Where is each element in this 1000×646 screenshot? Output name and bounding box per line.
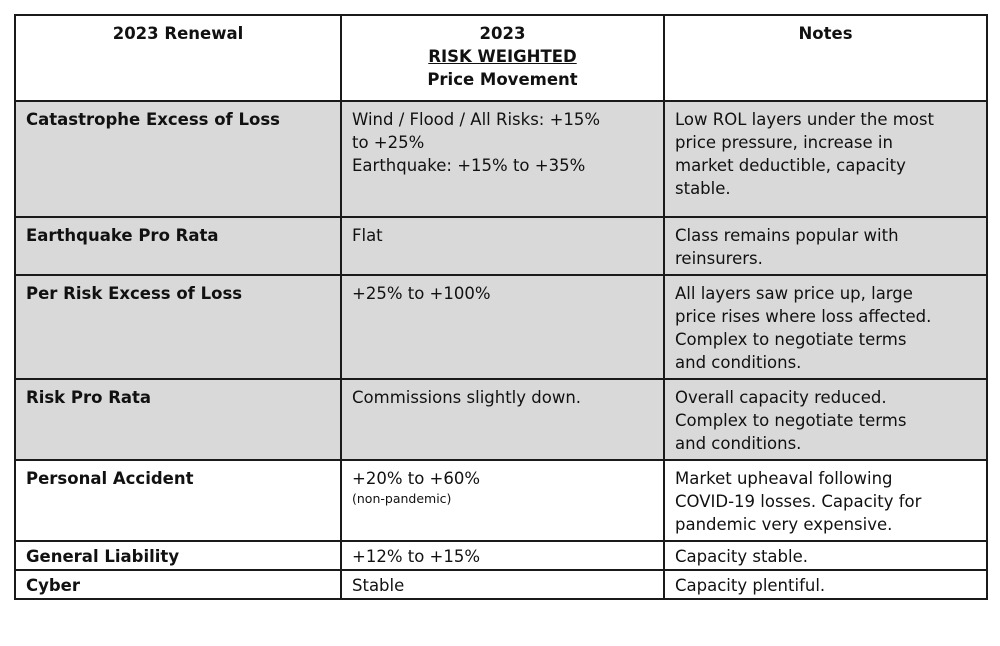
row-notes bbox=[664, 379, 987, 460]
movement-line: Stable bbox=[352, 576, 405, 595]
row-category: Risk Pro Rata bbox=[15, 379, 341, 460]
row-movement bbox=[341, 275, 664, 379]
notes-line: stable. bbox=[675, 179, 731, 198]
header-notes bbox=[664, 15, 987, 101]
row-notes bbox=[664, 460, 987, 541]
header-notes-label: Notes bbox=[798, 24, 853, 43]
notes-line: and conditions. bbox=[675, 434, 802, 453]
row-movement bbox=[341, 101, 664, 217]
notes-line: Capacity stable. bbox=[675, 547, 808, 566]
movement-line: +12% to +15% bbox=[352, 547, 481, 566]
notes-line: and conditions. bbox=[675, 353, 802, 372]
header-row bbox=[15, 15, 987, 101]
header-price-movement-label: Price Movement bbox=[427, 70, 578, 89]
row-category: Personal Accident bbox=[15, 460, 341, 541]
notes-line: price rises where loss affected. bbox=[675, 307, 932, 326]
movement-note: (non-pandemic) bbox=[352, 491, 452, 506]
header-renewal bbox=[15, 15, 341, 101]
row-category: General Liability bbox=[15, 541, 341, 570]
notes-line: price pressure, increase in bbox=[675, 133, 893, 152]
row-movement bbox=[341, 460, 664, 541]
notes-line: Capacity plentiful. bbox=[675, 576, 826, 595]
header-price-movement bbox=[341, 15, 664, 101]
movement-line: Earthquake: +15% to +35% bbox=[352, 156, 586, 175]
row-category: Per Risk Excess of Loss bbox=[15, 275, 341, 379]
row-notes bbox=[664, 101, 987, 217]
table-row bbox=[15, 101, 987, 217]
row-notes bbox=[664, 541, 987, 570]
movement-line: +20% to +60% bbox=[352, 469, 481, 488]
notes-line: Market upheaval following bbox=[675, 469, 893, 488]
movement-line: +25% to +100% bbox=[352, 284, 491, 303]
row-movement bbox=[341, 541, 664, 570]
notes-line: Low ROL layers under the most bbox=[675, 110, 934, 129]
notes-line: Overall capacity reduced. bbox=[675, 388, 887, 407]
movement-line: to +25% bbox=[352, 133, 425, 152]
row-movement bbox=[341, 570, 664, 599]
row-category: Catastrophe Excess of Loss bbox=[15, 101, 341, 217]
movement-line: Commissions slightly down. bbox=[352, 388, 582, 407]
header-year: 2023 bbox=[479, 24, 526, 43]
table-row bbox=[15, 570, 987, 599]
table-row bbox=[15, 217, 987, 275]
row-movement bbox=[341, 379, 664, 460]
row-category: Earthquake Pro Rata bbox=[15, 217, 341, 275]
notes-line: reinsurers. bbox=[675, 249, 763, 268]
header-risk-weighted: RISK WEIGHTED bbox=[428, 47, 577, 66]
notes-line: Complex to negotiate terms bbox=[675, 330, 907, 349]
notes-line: pandemic very expensive. bbox=[675, 515, 893, 534]
notes-line: market deductible, capacity bbox=[675, 156, 906, 175]
row-notes bbox=[664, 217, 987, 275]
movement-line: Flat bbox=[352, 226, 383, 245]
notes-line: Class remains popular with bbox=[675, 226, 899, 245]
row-notes bbox=[664, 570, 987, 599]
row-category: Cyber bbox=[15, 570, 341, 599]
table-row bbox=[15, 379, 987, 460]
row-notes bbox=[664, 275, 987, 379]
row-movement bbox=[341, 217, 664, 275]
header-renewal-label: 2023 Renewal bbox=[112, 24, 244, 43]
table-row bbox=[15, 541, 987, 570]
movement-line: Wind / Flood / All Risks: +15% bbox=[352, 110, 601, 129]
table-row bbox=[15, 275, 987, 379]
table-row bbox=[15, 460, 987, 541]
notes-line: Complex to negotiate terms bbox=[675, 411, 907, 430]
notes-line: COVID-19 losses. Capacity for bbox=[675, 492, 922, 511]
notes-line: All layers saw price up, large bbox=[675, 284, 913, 303]
renewal-price-table bbox=[14, 14, 988, 600]
